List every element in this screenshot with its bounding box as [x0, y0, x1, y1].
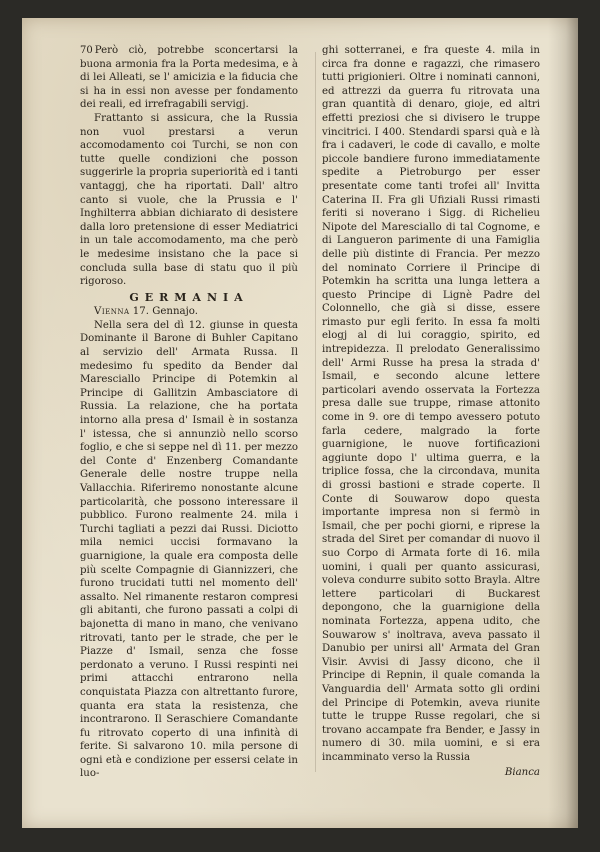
paragraph-intro-text: Però ciò, potrebbe sconcertarsi la buona armonia fra la Porta medesima, e à di lei Alleati, se l' amicizia e la fiducia che si ha in essi non avesse per fondamento dei reali, ed irrefragabili servigj. — [80, 45, 298, 111]
section-title: GERMANIA — [129, 290, 249, 304]
dateline-city: Vienna — [94, 306, 130, 318]
dateline — [80, 305, 298, 319]
binding-shadow — [548, 18, 578, 828]
catchword: Bianca — [504, 767, 540, 779]
paragraph-intro — [80, 44, 298, 112]
left-column — [80, 44, 298, 781]
page-number: 70 — [80, 45, 93, 56]
newspaper-page — [22, 18, 578, 828]
paragraph-continuation: ghi sotterranei, e fra queste 4. mila in circa fra donne e ragazzi, che rimasero tutti prigionieri. Oltre i nominati cannoni, ed attrezzi da guerra fu ritrovata una gran quantità di denaro, gioje, ed altri effetti preziosi che si divisero le truppe vincitrici. I 400. Stendardi sparsi quà e là fra i cadaveri, le code di cavallo, e molte piccole bandiere furono immediatamente spedite a Pietroburgo per esser presentate come tanti trofei all' Invitta Caterina II. Fra gli Ufiziali Russi rimasti feriti si noverano i Sigg. di Richelieu Nipote del Maresciallo di tal Cognome, e di Langueron parimente di una Famiglia delle più distinte di Francia. Per mezzo del nominato Corriere il Principe di Potemkin ha scritta una lunga lettera a questo Principe di Lignè Padre del Colonnello, che già si disse, essere rimasto pur egli ferito. In essa fa molti elogj al di lui coraggio, spirito, ed intrepidezza. Il prelodato Generalissimo dell' Armi Russe ha presa la strada d' Ismail, e secondo alcune lettere particolari avendo osservata la Fortezza presa dalle sue truppe, rimase attonito come in 9. ore di tempo avessero potuto farla cedere, malgrado la forte guarnigione, le nuove fortificazioni aggiunte dopo l' ultima guerra, e la triplice fossa, che la circondava, munita di grossi bastioni e strade coperte. Il Conte di Souwarow dopo questa importante impresa non si fermò in Ismail, che per pochi giorni, e riprese la strada del Siret per comandar di nuovo il suo Corpo di Armata forte di 16. mila uomini, i quali per quanto assicurasi, voleva condurre subito sotto Brayla. Altre lettere particolari di Buckarest depongono, che la guarnigione della nominata Fortezza, appena udito, che Souwarow s' inoltrava, aveva passato il Danubio per unirsi all' Armata del Gran Visir. Avvisi di Jassy dicono, che il Principe di Repnin, il quale comanda la Vanguardia dell' Armata sotto gli ordini del Principe di Potemkin, aveva riunite tutte le truppe Russe regolari, che si trovano accampate fra Bender, e Jassy in numero di 30. mila uomini, e si era incamminato verso la Russia — [322, 45, 540, 763]
right-column — [322, 44, 540, 780]
paragraph-vienna: Nella sera del dì 12. giunse in questa Dominante il Barone di Buhler Capitano al servizio dell' Armata Russa. Il medesimo fu spedito da Bender dal Maresciallo Principe di Potemkin al Principe di Gallitzin Ambasciatore di Russia. La relazione, che ha portata intorno alla presa d' Ismail è in sostanza l' istessa, che si annunziò nello scorso foglio, e che si seppe nel dì 11. per mezzo del Conte d' Enzenberg Comandante Generale delle nostre truppe nella Vallacchia. Riferiremo nonostante alcune particolarità, che possono interessare il pubblico. Furono realmente 24. mila i Turchi tagliati a pezzi dai Russi. Diciotto mila nemici uccisi formavano la guarnigione, la quale era composta delle più scelte Compagnie di Giannizzeri, che furono trucidati tutti nel momento dell' assalto. Nel rimanente restaron compresi gli abitanti, che furono passati a colpi di bajonetta di mano in mano, che venivano ritrovati, tanto per le strade, che per le Piazze d' Ismail, senza che fosse perdonato a veruno. I Russi respinti nei primi attacchi entrarono nella conquistata Piazza con altrettanto furore, quanta era stata la resistenza, che incontrarono. Il Seraschiere Comandante fu ritrovato coperto di una infinità di ferite. Si salvarono 10. mila persone di ogni età e condizione per essersi celate in luo- — [80, 319, 298, 780]
dateline-date: 17. Gennajo. — [129, 306, 198, 318]
column-divider — [315, 52, 316, 772]
paragraph-russia: Frattanto si assicura, che la Russia non vuol prestarsi a verun accomodamento coi Turchi, se non con tutte quelle condizioni che posson suggerirle la propria superiorità ed i tanti vantaggj, che ha riportati. Dall' altro canto si vuole, che la Prussia e l' Inghilterra abbian dichiarato di desistere dalla loro pretensione di esser Mediatrici in un tale accomodamento, ma che però le medesime insistano che la pace si concluda sulla base di statu quo il più rigoroso. — [80, 112, 298, 288]
